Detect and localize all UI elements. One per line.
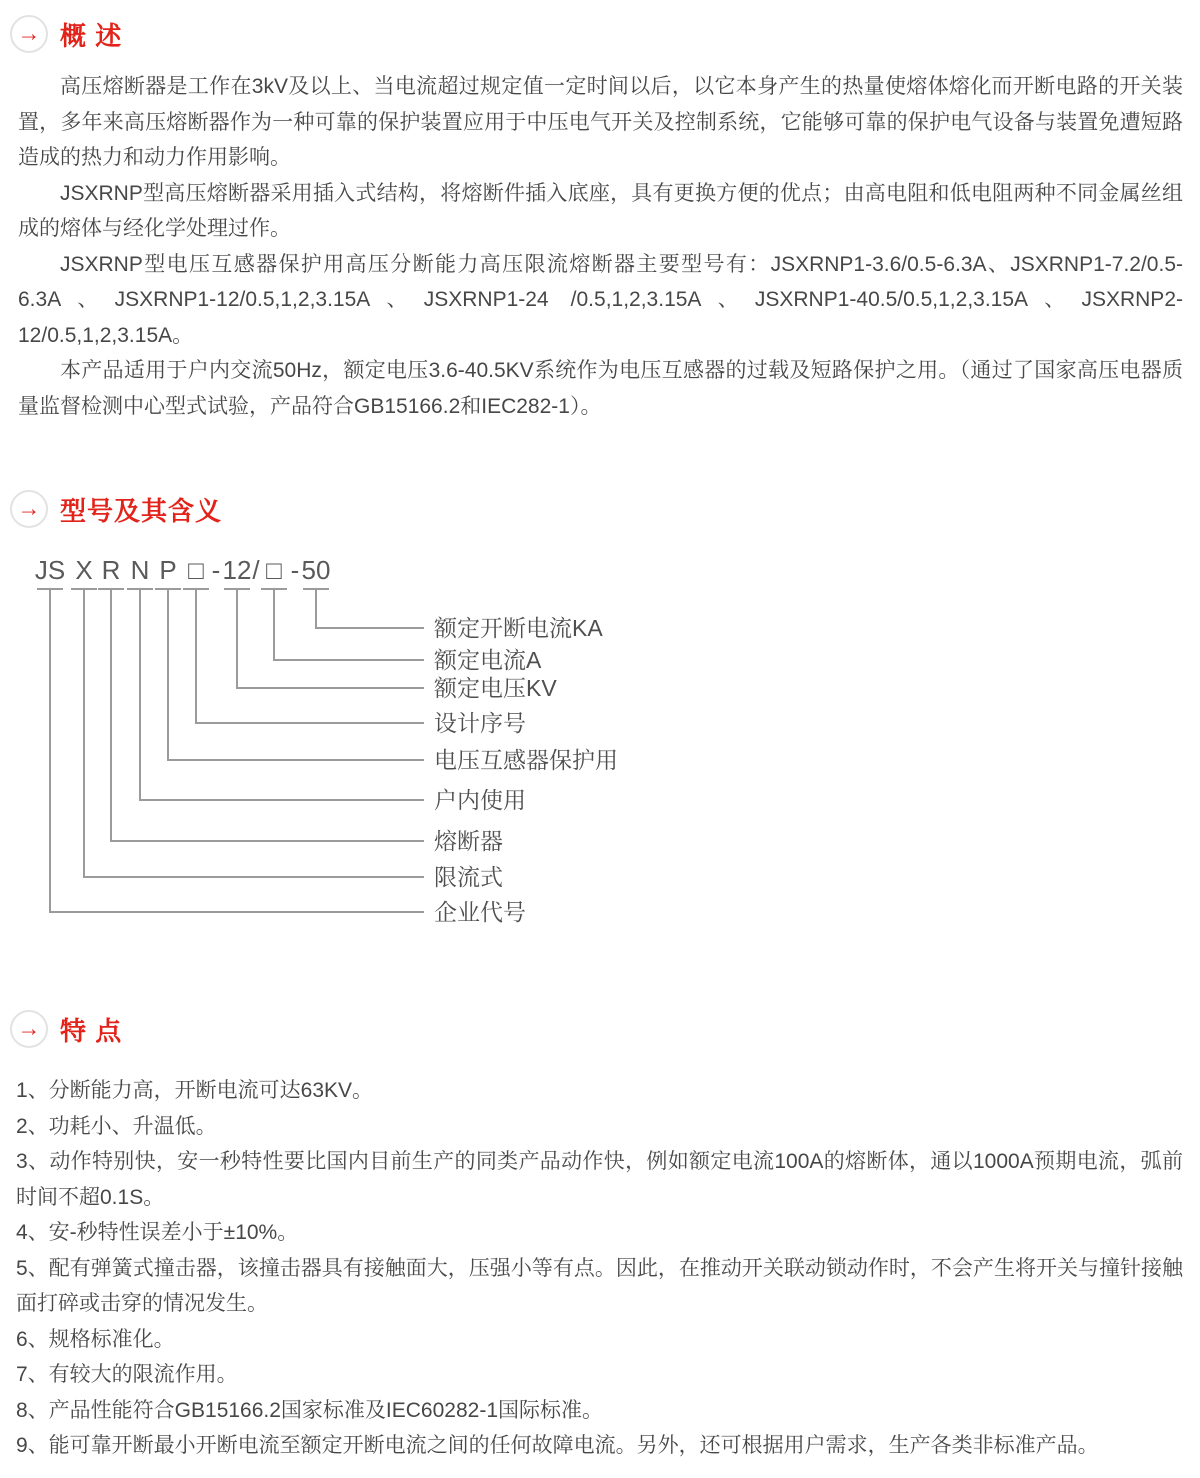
model-title: 型号及其含义 <box>60 495 223 526</box>
model-segment: N <box>130 555 150 585</box>
feature-item: 6、规格标准化。 <box>16 1327 175 1351</box>
arrow-circle-icon <box>10 15 48 53</box>
model-designation-diagram <box>0 545 1200 935</box>
features-header <box>0 1010 1200 1048</box>
model-segment: 50 <box>301 555 331 585</box>
overview-paragraph: 高压熔断器是工作在3kV及以上、当电流超过规定值一定时间以后，以它本身产生的热量使熔体熔化而开断电路的开关装置，多年来高压熔断器作为一种可靠的保护装置应用于中压电气开关及控制系统，它能够可靠的保护电气设备与装置免遭短路造成的热力和动力作用影响。 <box>18 75 1183 169</box>
model-separator: / <box>252 555 260 585</box>
feature-item: 5、配有弹簧式撞击器，该撞击器具有接触面大，压强小等有点。因此，在推动开关联动锁动作时，不会产生将开关与撞针接触面打碎或击穿的情况发生。 <box>16 1256 1183 1315</box>
connector-line <box>37 589 424 912</box>
overview-header <box>0 15 1200 53</box>
feature-item: 4、安-秒特性误差小于±10%。 <box>16 1221 299 1244</box>
model-label: 额定电流A <box>434 647 542 673</box>
model-segment: □ <box>266 555 282 585</box>
connector-line <box>127 589 424 800</box>
arrow-circle-icon <box>10 1010 48 1048</box>
model-segment: □ <box>188 555 204 585</box>
model-separator: - <box>211 555 221 585</box>
connector-line <box>224 589 424 688</box>
connector-line <box>98 589 424 841</box>
overview-paragraph: 本产品适用于户内交流50Hz，额定电压3.6-40.5KV系统作为电压互感器的过载及短路保护之用。（通过了国家高压电器质量监督检测中心型式试验，产品符合GB15166.2和IEC282-1）。 <box>18 359 1183 418</box>
model-segment: X <box>75 555 93 585</box>
feature-item: 7、有较大的限流作用。 <box>16 1363 238 1386</box>
connector-line <box>183 589 424 723</box>
connector-line <box>261 589 424 660</box>
model-separator: - <box>290 555 300 585</box>
feature-item: 2、功耗小、升温低。 <box>16 1114 217 1138</box>
model-label: 额定开断电流KA <box>434 615 603 641</box>
features-list <box>16 1073 1183 1464</box>
model-segment: R <box>101 555 121 585</box>
overview-paragraph: JSXRNP型电压互感器保护用高压分断能力高压限流熔断器主要型号有：JSXRNP1-3.6/0.5-6.3A、JSXRNP1-7.2/0.5-6.3A、JSXRNP1-12/0.5,1,2,3.15A、JSXRNP1-24 /0.5,1,2,3.15A、JSXRNP1-40.5/0.5,1,2,3.15A、JSXRNP2-12/0.5,1,2,3.15A。 <box>18 252 1183 347</box>
model-label: 户内使用 <box>434 787 526 813</box>
model-label: 限流式 <box>434 864 503 890</box>
arrow-icon: → <box>17 19 41 46</box>
model-segment: P <box>159 555 177 585</box>
model-label: 熔断器 <box>434 828 503 854</box>
section-model <box>0 490 1200 528</box>
arrow-icon: → <box>17 494 41 521</box>
overview-title: 概 述 <box>60 20 123 51</box>
connector-line <box>303 589 424 628</box>
feature-item: 9、能可靠开断最小开断电流至额定开断电流之间的任何故障电流。另外，还可根据用户需求，生产各类非标准产品。 <box>16 1434 1099 1457</box>
model-label: 企业代号 <box>434 899 526 925</box>
model-label: 额定电压KV <box>434 675 557 701</box>
section-overview <box>0 15 1200 424</box>
arrow-circle-icon <box>10 490 48 528</box>
overview-paragraph: JSXRNP型高压熔断器采用插入式结构，将熔断件插入底座，具有更换方便的优点；由高电阻和低电阻两种不同金属丝组成的熔体与经化学处理过作。 <box>18 181 1183 240</box>
overview-paragraphs <box>18 69 1183 424</box>
model-label: 设计序号 <box>434 710 526 736</box>
model-header <box>0 490 1200 528</box>
feature-item: 1、分断能力高，开断电流可达63KV。 <box>16 1079 374 1102</box>
feature-item: 8、产品性能符合GB15166.2国家标准及IEC60282-1国际标准。 <box>16 1398 604 1422</box>
model-label: 电压互感器保护用 <box>434 747 618 773</box>
features-title: 特 点 <box>60 1015 123 1046</box>
feature-item: 3、动作特别快，安一秒特性要比国内目前生产的同类产品动作快，例如额定电流100A的熔断体，通以1000A预期电流，弧前时间不超0.1S。 <box>16 1150 1183 1209</box>
connector-line <box>71 589 424 877</box>
model-segment: 12 <box>222 555 252 585</box>
model-segment: JS <box>34 555 66 585</box>
section-features <box>0 1010 1200 1464</box>
arrow-icon: → <box>17 1014 41 1041</box>
